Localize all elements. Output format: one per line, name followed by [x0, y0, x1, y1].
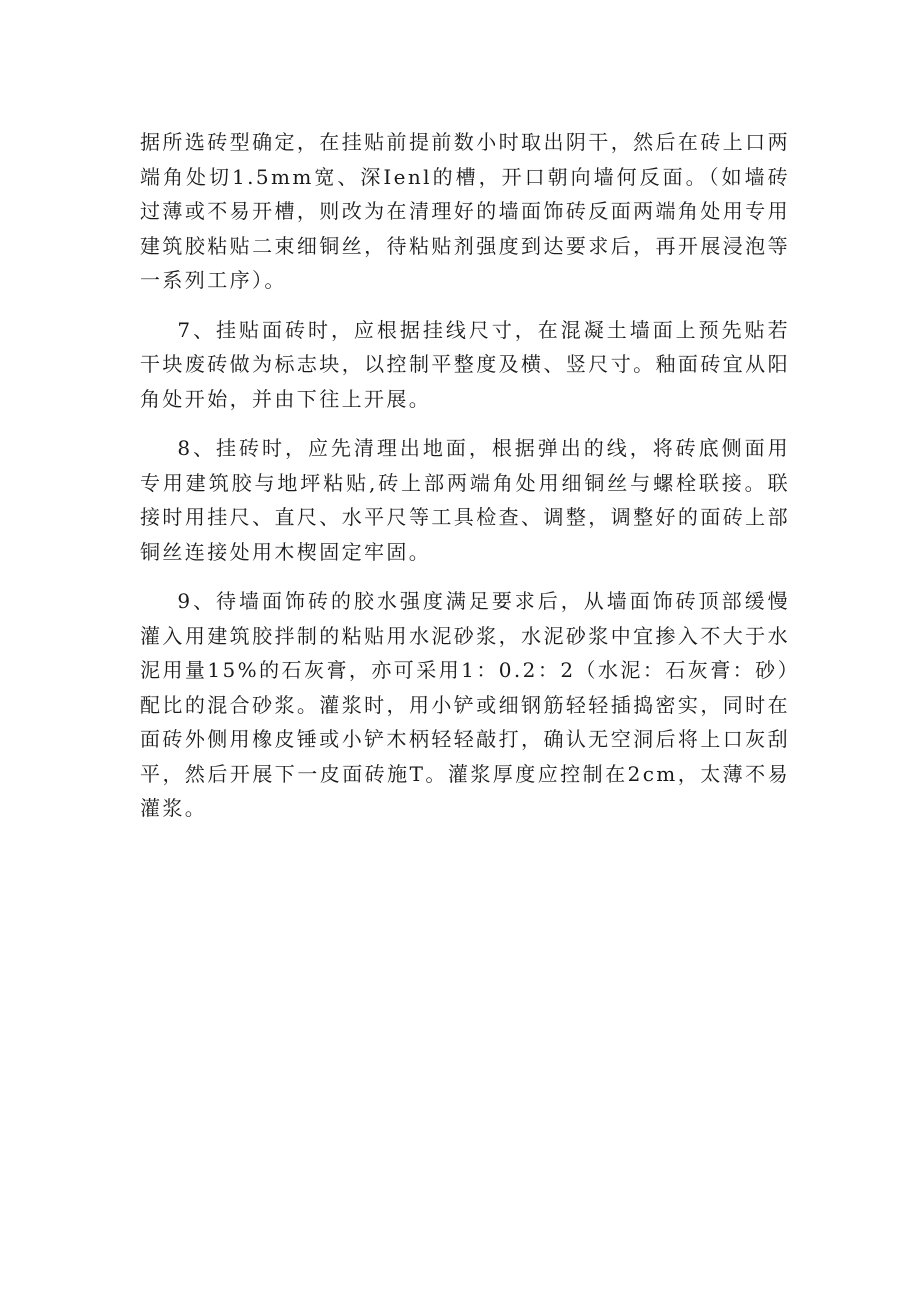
paragraph-step-7: 7、挂贴面砖时，应根据挂线尺寸，在混凝土墙面上预先贴若干块废砖做为标志块，以控制平整度及横、竖尺寸。釉面砖宜从阳角处开始，并由下往上开展。 — [140, 317, 790, 411]
paragraph-step-8: 8、挂砖时，应先清理出地面，根据弹出的线，将砖底侧面用专用建筑胶与地坪粘贴,砖上部两端角处用细铜丝与螺栓联接。联接时用挂尺、直尺、水平尺等工具检查、调整，调整好的面砖上部铜丝连接处用木楔固定牢固。 — [140, 436, 790, 564]
paragraph-step-9: 9、待墙面饰砖的胶水强度满足要求后，从墙面饰砖顶部缓慢灌入用建筑胶拌制的粘贴用水泥砂浆，水泥砂浆中宜掺入不大于水泥用量15%的石灰膏，亦可采用1：0.2：2（水泥：石灰膏：砂）配比的混合砂浆。灌浆时，用小铲或细钢筋轻轻插捣密实，同时在面砖外侧用橡皮锤或小铲木柄轻轻敲打，确认无空洞后将上口灰刮平，然后开展下一皮面砖施T。灌浆厚度应控制在2cm，太薄不易灌浆。 — [140, 589, 790, 820]
paragraph-continuation: 据所选砖型确定，在挂贴前提前数小时取出阴干，然后在砖上口两端角处切1.5mm宽、深Ienl的槽，开口朝向墙何反面。（如墙砖过薄或不易开槽，则改为在清理好的墙面饰砖反面两端角处用专用建筑胶粘贴二束细铜丝，待粘贴剂强度到达要求后，再开展浸泡等一系列工序）。 — [140, 130, 790, 292]
document-page — [140, 125, 790, 826]
